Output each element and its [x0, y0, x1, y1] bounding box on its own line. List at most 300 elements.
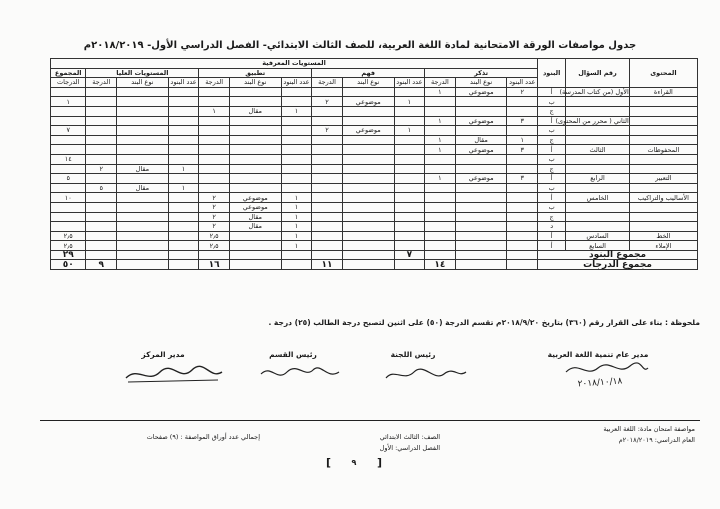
- row-cell: موضوعي: [455, 145, 507, 155]
- row-cell: [51, 106, 86, 116]
- table-row: [51, 164, 698, 174]
- row-cell: ١: [425, 145, 456, 155]
- row-cell: ٢: [199, 193, 230, 203]
- row-cell: [168, 135, 199, 145]
- row-cell: [51, 183, 86, 193]
- row-cell: [455, 164, 507, 174]
- row-cell: [425, 241, 456, 251]
- row-question: [566, 202, 630, 212]
- row-cell: [229, 116, 281, 126]
- row-cell: [507, 106, 538, 116]
- row-area: [629, 135, 697, 145]
- row-cell: [455, 97, 507, 107]
- row-area: القراءة: [629, 87, 697, 97]
- table-row: [51, 241, 698, 251]
- footer-divider: [40, 420, 700, 421]
- row-item: أ: [538, 87, 566, 97]
- totals-cell: [342, 260, 394, 270]
- table-row: [51, 222, 698, 232]
- row-cell: [281, 164, 312, 174]
- sub-grade: الدرجة: [86, 78, 117, 88]
- row-cell: ١: [394, 97, 425, 107]
- row-cell: [425, 222, 456, 232]
- row-item: ب: [538, 126, 566, 136]
- row-cell: [455, 106, 507, 116]
- row-item: أ: [538, 193, 566, 203]
- row-cell: [86, 135, 117, 145]
- row-question: [566, 222, 630, 232]
- row-cell: ٢: [199, 212, 230, 222]
- row-cell: ٣: [507, 116, 538, 126]
- row-item: ج: [538, 135, 566, 145]
- row-cell: ١: [168, 164, 199, 174]
- row-cell: ٢٫٥: [199, 231, 230, 241]
- table-row: [51, 212, 698, 222]
- row-cell: [117, 202, 169, 212]
- totals-cell: [117, 260, 169, 270]
- row-cell: [86, 87, 117, 97]
- row-cell: [312, 222, 343, 232]
- row-cell: [394, 116, 425, 126]
- row-cell: ٥: [86, 183, 117, 193]
- row-cell: [117, 126, 169, 136]
- specification-table: [50, 58, 698, 270]
- row-item: ب: [538, 202, 566, 212]
- page-title: جدول مواصفات الورقة الامتحانية لمادة اللغة العربية، للصف الثالث الابتدائي- الفصل الدراسي الأول- ٢٠١٨/٢٠١٩م: [83, 40, 637, 51]
- row-cell: [507, 202, 538, 212]
- row-cell: [199, 97, 230, 107]
- row-cell: ٢: [312, 97, 343, 107]
- footer-pages: إجمالي عدد أوراق المواصفة : (٩) صفحات: [146, 433, 260, 441]
- footer-middle: [330, 432, 440, 454]
- row-cell: [51, 116, 86, 126]
- row-cell: [312, 87, 343, 97]
- row-item: أ: [538, 145, 566, 155]
- row-question: [566, 97, 630, 107]
- row-cell: [199, 183, 230, 193]
- row-cell: موضوعي: [455, 174, 507, 184]
- row-cell: مقال: [229, 106, 281, 116]
- row-cell: [117, 135, 169, 145]
- signature-center-label: مدير المركز: [141, 350, 185, 359]
- row-cell: [394, 222, 425, 232]
- header-higher: المستويات العليا: [86, 68, 199, 78]
- row-cell: [342, 202, 394, 212]
- row-cell: [425, 154, 456, 164]
- row-cell: مقال: [117, 164, 169, 174]
- row-cell: [507, 154, 538, 164]
- bracket-open: [: [326, 455, 332, 469]
- totals-label: مجموع الدرجات: [538, 260, 698, 270]
- footer-right: [565, 424, 695, 446]
- row-cell: [394, 106, 425, 116]
- totals-cell: [117, 250, 169, 260]
- row-cell: [394, 154, 425, 164]
- totals-cell: [199, 250, 230, 260]
- signature-date: ٢٠١٨/١٠/١٨: [577, 376, 623, 390]
- row-cell: [342, 222, 394, 232]
- row-cell: ٢: [312, 126, 343, 136]
- row-cell: ٢٫٥: [199, 241, 230, 251]
- row-question: [566, 212, 630, 222]
- row-item: د: [538, 222, 566, 232]
- row-area: [629, 222, 697, 232]
- row-area: التعبير: [629, 174, 697, 184]
- row-cell: ١: [51, 97, 86, 107]
- row-cell: ١: [281, 212, 312, 222]
- row-cell: [394, 241, 425, 251]
- row-cell: ١: [281, 222, 312, 232]
- row-cell: موضوعي: [229, 202, 281, 212]
- row-question: [566, 126, 630, 136]
- row-cell: [86, 174, 117, 184]
- row-cell: [394, 135, 425, 145]
- row-cell: [229, 126, 281, 136]
- header-understand: فهم: [312, 68, 425, 78]
- row-cell: موضوعي: [229, 193, 281, 203]
- row-cell: ١: [394, 126, 425, 136]
- signature-committee-scribble: [380, 364, 470, 386]
- row-cell: [425, 231, 456, 241]
- row-cell: [86, 212, 117, 222]
- row-cell: [312, 231, 343, 241]
- row-cell: [168, 126, 199, 136]
- row-cell: ١: [281, 106, 312, 116]
- row-cell: [342, 135, 394, 145]
- footer-subject: مواصفة امتحان مادة: اللغة العربية: [603, 425, 695, 433]
- row-cell: [229, 174, 281, 184]
- row-cell: [199, 154, 230, 164]
- totals-cell: [455, 250, 507, 260]
- row-cell: [312, 202, 343, 212]
- table-row: [51, 174, 698, 184]
- row-item: ب: [538, 154, 566, 164]
- row-cell: [86, 116, 117, 126]
- table-row: [51, 97, 698, 107]
- header-total: المجموع: [51, 68, 86, 78]
- totals-cell: [312, 250, 343, 260]
- row-question: الثاني ( محرر من المحتوى): [555, 116, 629, 125]
- header-question: رقم السؤال: [566, 59, 630, 88]
- row-question: [566, 106, 630, 116]
- row-cell: [281, 154, 312, 164]
- table-row: [51, 193, 698, 203]
- totals-label: مجموع البنود: [538, 250, 698, 260]
- totals-cell: [507, 260, 538, 270]
- row-cell: [394, 212, 425, 222]
- row-cell: [51, 222, 86, 232]
- totals-cell: [86, 250, 117, 260]
- row-cell: [117, 145, 169, 155]
- row-cell: [455, 231, 507, 241]
- signature-general-label: مدير عام تنمية اللغة العربية: [547, 350, 649, 359]
- row-cell: [168, 116, 199, 126]
- row-cell: [281, 126, 312, 136]
- row-cell: [168, 106, 199, 116]
- row-cell: [425, 183, 456, 193]
- row-cell: [312, 174, 343, 184]
- totals-cell: [507, 250, 538, 260]
- row-cell: [117, 193, 169, 203]
- totals-cell: ١٦: [199, 260, 230, 270]
- row-area: [629, 202, 697, 212]
- totals-grades-row: [51, 260, 698, 270]
- row-question: [566, 183, 630, 193]
- signature-center-scribble: [118, 362, 228, 388]
- row-cell: مقال: [117, 183, 169, 193]
- sub-type: نوع البند: [229, 78, 281, 88]
- header-area: المحتوى: [629, 59, 697, 88]
- row-area: [629, 106, 697, 116]
- row-cell: [51, 135, 86, 145]
- row-cell: [507, 97, 538, 107]
- totals-cell: [229, 250, 281, 260]
- row-cell: موضوعي: [455, 116, 507, 126]
- row-cell: [199, 135, 230, 145]
- row-area: الأساليب والتراكيب: [629, 193, 697, 203]
- totals-cell: [425, 250, 456, 260]
- row-cell: [342, 231, 394, 241]
- row-cell: [342, 174, 394, 184]
- row-cell: مقال: [229, 212, 281, 222]
- row-area: [629, 154, 697, 164]
- signature-dept-label: رئيس القسم: [269, 350, 317, 359]
- row-cell: موضوعي: [455, 87, 507, 97]
- row-cell: [425, 212, 456, 222]
- row-item: ب: [538, 97, 566, 107]
- row-cell: [117, 106, 169, 116]
- row-cell: [312, 135, 343, 145]
- row-cell: [342, 106, 394, 116]
- totals-cell: [229, 260, 281, 270]
- footer-year: العام الدراسي: ٢٠١٨/٢٠١٩م: [618, 436, 695, 444]
- row-cell: [168, 202, 199, 212]
- sub-count: عدد البنود: [281, 78, 312, 88]
- row-cell: [342, 87, 394, 97]
- row-cell: [312, 212, 343, 222]
- row-question: الخامس: [566, 193, 630, 203]
- row-cell: [394, 174, 425, 184]
- sub-grades: الدرجات: [51, 78, 86, 88]
- row-cell: [281, 174, 312, 184]
- row-item: ج: [538, 106, 566, 116]
- totals-items-row: [51, 250, 698, 260]
- row-cell: [425, 106, 456, 116]
- row-cell: [342, 145, 394, 155]
- row-question: الرابع: [566, 174, 630, 184]
- row-cell: [312, 193, 343, 203]
- row-question: السادس: [566, 231, 630, 241]
- row-cell: ١٤: [51, 154, 86, 164]
- row-cell: [86, 145, 117, 155]
- signature-dept-scribble: [255, 362, 345, 384]
- row-cell: ١: [425, 174, 456, 184]
- row-cell: [86, 202, 117, 212]
- table-row: [51, 126, 698, 136]
- row-cell: ٥: [51, 174, 86, 184]
- row-cell: [199, 145, 230, 155]
- row-cell: ٧: [51, 126, 86, 136]
- header-apply: تطبيق: [199, 68, 312, 78]
- totals-cell: ٢٩: [51, 250, 86, 260]
- row-cell: [168, 231, 199, 241]
- row-cell: [229, 135, 281, 145]
- row-cell: [342, 212, 394, 222]
- row-cell: [86, 193, 117, 203]
- row-cell: [281, 116, 312, 126]
- row-question: الثالث: [566, 145, 630, 155]
- table-row: [51, 202, 698, 212]
- row-cell: [394, 164, 425, 174]
- row-cell: [51, 212, 86, 222]
- row-cell: [199, 164, 230, 174]
- row-cell: [455, 154, 507, 164]
- row-cell: [199, 87, 230, 97]
- row-cell: [168, 241, 199, 251]
- sub-type: نوع البند: [455, 78, 507, 88]
- row-cell: [51, 164, 86, 174]
- row-area: الخط: [629, 231, 697, 241]
- row-area: [629, 164, 697, 174]
- row-cell: [425, 193, 456, 203]
- row-cell: ٢: [199, 222, 230, 232]
- row-cell: [312, 164, 343, 174]
- row-cell: [455, 202, 507, 212]
- bracket-close: ]: [376, 455, 382, 469]
- row-cell: [86, 241, 117, 251]
- row-cell: [455, 183, 507, 193]
- row-cell: [281, 145, 312, 155]
- totals-cell: [281, 250, 312, 260]
- footer-grade: الصف: الثالث الابتدائي: [379, 433, 440, 441]
- row-area: [629, 126, 697, 136]
- sub-type: نوع البند: [342, 78, 394, 88]
- row-cell: [117, 174, 169, 184]
- row-cell: [168, 97, 199, 107]
- row-cell: [168, 212, 199, 222]
- page-number-box: [326, 455, 382, 469]
- row-cell: [117, 97, 169, 107]
- totals-cell: [281, 260, 312, 270]
- row-cell: [342, 116, 394, 126]
- row-cell: [507, 183, 538, 193]
- row-cell: [86, 126, 117, 136]
- row-cell: [199, 174, 230, 184]
- row-cell: مقال: [229, 222, 281, 232]
- row-cell: ١: [281, 231, 312, 241]
- row-cell: [168, 222, 199, 232]
- row-cell: ١٠: [51, 193, 86, 203]
- table-row: [51, 87, 698, 97]
- row-cell: [394, 202, 425, 212]
- row-cell: [507, 212, 538, 222]
- row-cell: [342, 164, 394, 174]
- row-cell: ١: [281, 202, 312, 212]
- row-cell: موضوعي: [342, 126, 394, 136]
- row-cell: ١: [199, 106, 230, 116]
- row-cell: [229, 87, 281, 97]
- row-cell: ٣: [507, 174, 538, 184]
- row-cell: [86, 154, 117, 164]
- totals-cell: ١٤: [425, 260, 456, 270]
- totals-cell: ١١: [312, 260, 343, 270]
- totals-cell: [168, 250, 199, 260]
- row-cell: [168, 87, 199, 97]
- row-cell: ١: [425, 135, 456, 145]
- row-cell: ١: [425, 87, 456, 97]
- row-cell: [168, 145, 199, 155]
- table-row: [51, 145, 698, 155]
- row-cell: [507, 241, 538, 251]
- footer-term: الفصل الدراسي: الأول: [379, 444, 440, 452]
- totals-cell: ٧: [394, 250, 425, 260]
- row-cell: [342, 154, 394, 164]
- row-cell: [342, 241, 394, 251]
- sub-count: عدد البنود: [507, 78, 538, 88]
- row-cell: [281, 97, 312, 107]
- row-cell: [168, 174, 199, 184]
- totals-cell: [394, 260, 425, 270]
- row-cell: [507, 193, 538, 203]
- row-cell: [86, 231, 117, 241]
- totals-cell: [342, 250, 394, 260]
- row-cell: [312, 106, 343, 116]
- row-cell: [394, 183, 425, 193]
- row-cell: [281, 87, 312, 97]
- row-cell: ٢: [199, 202, 230, 212]
- row-cell: [229, 231, 281, 241]
- row-item: ج: [538, 212, 566, 222]
- sub-grade: الدرجة: [425, 78, 456, 88]
- row-cell: [455, 212, 507, 222]
- row-cell: [117, 231, 169, 241]
- totals-cell: [455, 260, 507, 270]
- row-cell: [229, 97, 281, 107]
- table-row: [51, 135, 698, 145]
- row-question: الأول (من كتاب المدرسة): [559, 88, 629, 97]
- row-cell: ٣: [507, 145, 538, 155]
- row-cell: [229, 183, 281, 193]
- table-row: [51, 183, 698, 193]
- row-cell: [425, 126, 456, 136]
- row-cell: [229, 164, 281, 174]
- totals-cell: ٥٠: [51, 260, 86, 270]
- table-row: [51, 116, 698, 126]
- row-cell: موضوعي: [342, 97, 394, 107]
- table-row: [51, 106, 698, 116]
- header-items: البنود: [538, 59, 566, 88]
- row-cell: [312, 183, 343, 193]
- row-cell: [229, 241, 281, 251]
- row-item: أ: [538, 231, 566, 241]
- row-cell: [86, 97, 117, 107]
- row-cell: [455, 222, 507, 232]
- row-cell: [117, 116, 169, 126]
- row-cell: [312, 145, 343, 155]
- row-cell: [507, 126, 538, 136]
- row-cell: ١: [281, 193, 312, 203]
- row-cell: [425, 202, 456, 212]
- row-cell: [312, 154, 343, 164]
- row-cell: [86, 106, 117, 116]
- sub-grade: الدرجة: [199, 78, 230, 88]
- note-text: ملحوظة : بناء على القرار رقم (٣٦٠) بتاريخ ٢٠١٨/٩/٢٠م تقسم الدرجة (٥٠) على اثنين لتصبح درجة الطالب (٢٥) درجة .: [268, 318, 700, 327]
- table-row: [51, 231, 698, 241]
- row-cell: [425, 97, 456, 107]
- row-cell: [507, 222, 538, 232]
- row-item: أ: [538, 116, 566, 126]
- table-row: [51, 154, 698, 164]
